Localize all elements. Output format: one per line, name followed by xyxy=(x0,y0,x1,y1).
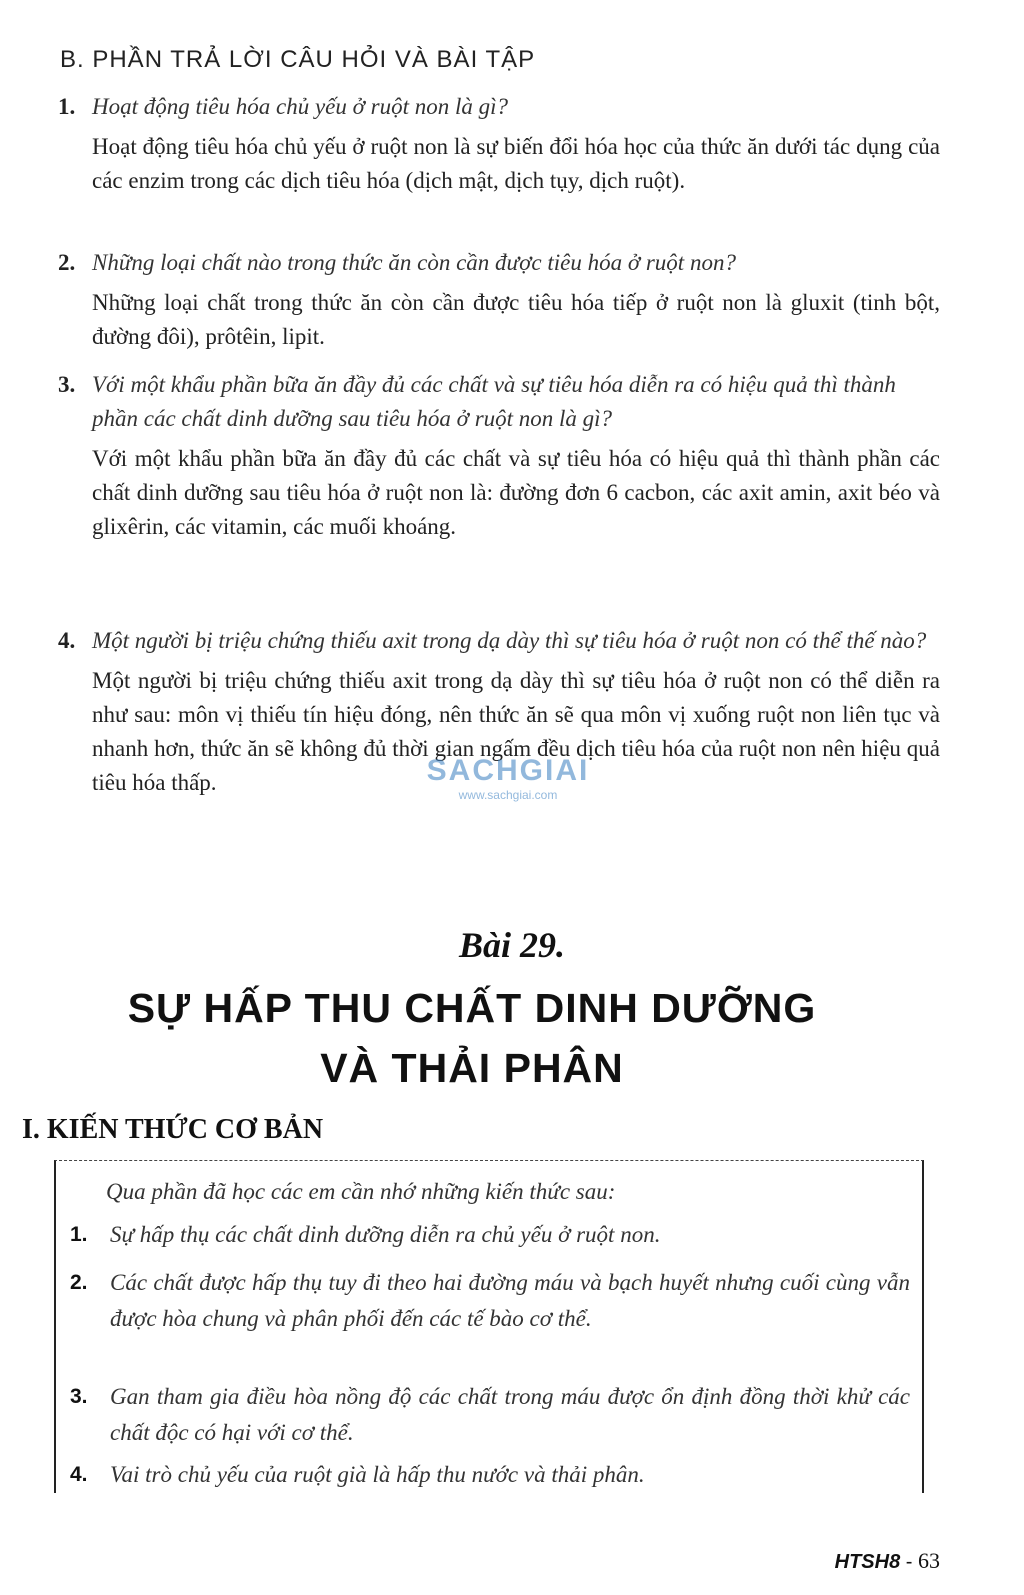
knowledge-item-4 xyxy=(70,1457,910,1493)
page-footer xyxy=(835,1548,940,1574)
knowledge-text: Sự hấp thụ các chất dinh dưỡng diễn ra chủ yếu ở ruột non. xyxy=(110,1222,661,1247)
question-text: Những loại chất nào trong thức ăn còn cần được tiêu hóa ở ruột non? xyxy=(92,250,736,275)
section-heading: B. PHẦN TRẢ LỜI CÂU HỎI VÀ BÀI TẬP xyxy=(60,46,536,73)
knowledge-number: 1. xyxy=(70,1223,88,1246)
knowledge-text: Các chất được hấp thụ tuy đi theo hai đường máu và bạch huyết nhưng cuối cùng vẫn được hòa chung và phân phối đến các tế bào cơ thể. xyxy=(110,1270,910,1331)
lesson-title xyxy=(0,978,944,1098)
knowledge-item-2 xyxy=(70,1265,910,1337)
lesson-title-line-2: VÀ THẢI PHÂN xyxy=(320,1045,624,1091)
knowledge-number: 2. xyxy=(70,1271,88,1294)
question-number: 3. xyxy=(58,372,76,397)
qa-item-2 xyxy=(58,246,940,354)
question-number: 4. xyxy=(58,628,76,653)
footer-separator: - xyxy=(900,1551,918,1573)
question xyxy=(58,368,940,436)
answer-text: Những loại chất trong thức ăn còn cần được tiêu hóa tiếp ở ruột non là gluxit (tinh bột, đường đôi), prôtêin, lipit. xyxy=(92,290,940,349)
question-text: Một người bị triệu chứng thiếu axit trong dạ dày thì sự tiêu hóa ở ruột non có thể thế nào? xyxy=(92,628,927,653)
book-code: HTSH8 xyxy=(834,1551,901,1573)
answer-text: Hoạt động tiêu hóa chủ yếu ở ruột non là sự biến đổi hóa học của thức ăn dưới tác dụng của các enzim trong các dịch tiêu hóa (dịch mật, dịch tụy, dịch ruột). xyxy=(92,134,940,193)
question-number: 1. xyxy=(58,94,76,119)
knowledge-intro: Qua phần đã học các em cần nhớ những kiến thức sau: xyxy=(106,1179,616,1204)
answer-text: Với một khẩu phần bữa ăn đầy đủ các chất và sự tiêu hóa có hiệu quả thì thành phần các chất dinh dưỡng sau tiêu hóa ở ruột non là: đường đơn 6 cacbon, các axit amin, axit béo và glixêrin, các vitamin, các muối khoáng. xyxy=(92,446,940,539)
knowledge-text: Gan tham gia điều hòa nồng độ các chất trong máu được ổn định đồng thời khử các chất độc có hại với cơ thể. xyxy=(110,1384,910,1445)
knowledge-number: 4. xyxy=(70,1463,88,1486)
question xyxy=(58,246,940,280)
knowledge-item-3 xyxy=(70,1379,910,1451)
lesson-title-line-1: SỰ HẤP THU CHẤT DINH DƯỠNG xyxy=(127,985,817,1031)
watermark-url: www.sachgiai.com xyxy=(458,788,558,802)
part-heading: I. KIẾN THỨC CƠ BẢN xyxy=(22,1114,324,1145)
page-number: 63 xyxy=(918,1548,940,1573)
qa-item-3 xyxy=(58,368,940,544)
lesson-number: Bài 29. xyxy=(458,925,565,965)
question-text: Với một khẩu phần bữa ăn đầy đủ các chất và sự tiêu hóa diễn ra có hiệu quả thì thành phần các chất dinh dưỡng sau tiêu hóa ở ruột non là gì? xyxy=(92,372,896,431)
knowledge-text: Vai trò chủ yếu của ruột già là hấp thu nước và thải phân. xyxy=(110,1462,645,1487)
question xyxy=(58,90,940,124)
knowledge-item-1 xyxy=(70,1217,910,1253)
knowledge-number: 3. xyxy=(70,1385,88,1408)
qa-item-1 xyxy=(58,90,940,198)
question xyxy=(58,624,940,658)
question-text: Hoạt động tiêu hóa chủ yếu ở ruột non là gì? xyxy=(92,94,509,119)
knowledge-box xyxy=(54,1160,924,1493)
answer-text: Một người bị triệu chứng thiếu axit trong dạ dày thì sự tiêu hóa ở ruột non có thể diễn ra như sau: môn vị thiếu tín hiệu đóng, nên thức ăn sẽ qua môn vị xuống ruột non liên tục và nhanh hơn, thức ăn sẽ không đủ thời gian ngấm đều dịch tiêu hóa của ruột non nên hiệu quả tiêu hóa thấp. xyxy=(92,668,940,795)
watermark-name: SACHGIAI xyxy=(426,754,590,787)
question-number: 2. xyxy=(58,250,76,275)
watermark xyxy=(408,754,608,802)
